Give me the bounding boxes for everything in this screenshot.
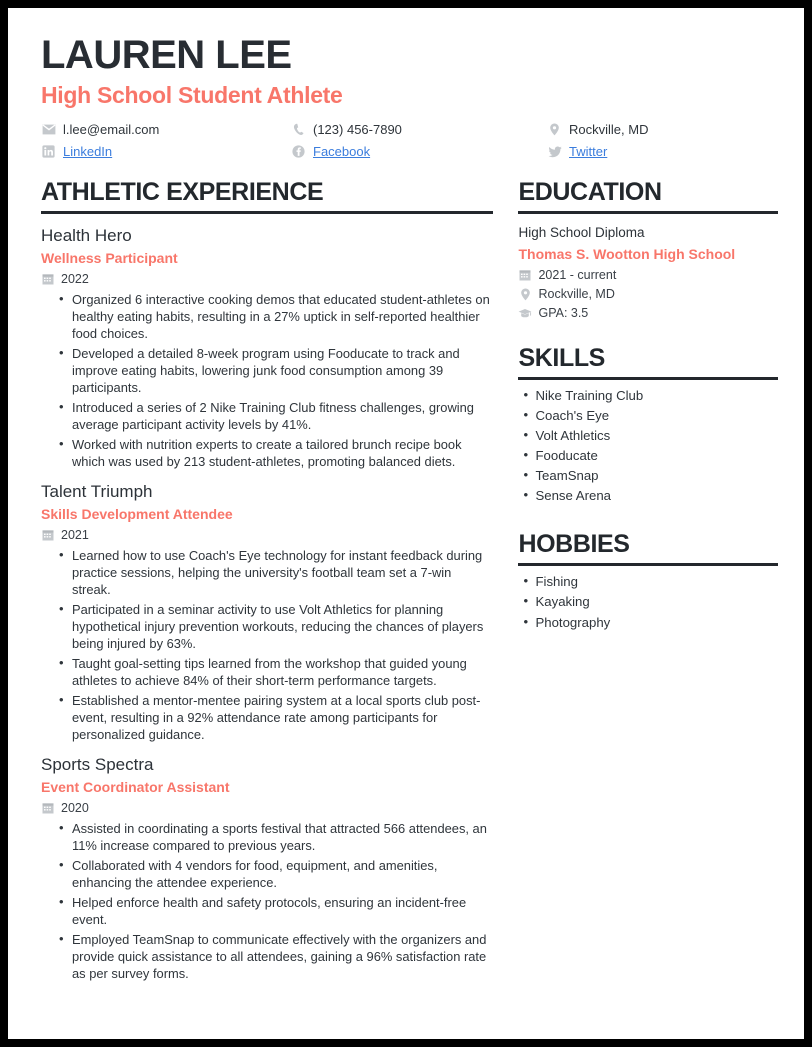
section-title-skills: SKILLS [518, 344, 605, 373]
experience-entry [41, 225, 493, 470]
experience-organization: Talent Triumph [41, 482, 153, 502]
list-item: • Fishing [535, 572, 778, 592]
contact-info [41, 122, 786, 159]
list-item: • Volt Athletics [535, 426, 778, 446]
resume-page [8, 8, 804, 1039]
hobbies-section [518, 532, 778, 632]
contact-linkedin-label[interactable]: LinkedIn [63, 144, 113, 160]
hobbies-list [518, 572, 778, 632]
bullet-item: • Organized 6 interactive cooking demos that educated student-athletes on healthy eating habits, resulting in a 27% uptick in self-reported healthier food choices. [72, 291, 493, 342]
contact-twitter-label[interactable]: Twitter [569, 144, 608, 160]
education-school: Thomas S. Wootton High School [518, 245, 736, 262]
contact-email[interactable] [41, 122, 291, 137]
section-divider [518, 377, 778, 380]
education-section [518, 180, 778, 320]
bullet-item: • Developed a detailed 8-week program using Fooducate to track and improve eating habits, lowering junk food consumption among 39 participants. [72, 345, 493, 396]
skills-list [518, 386, 778, 506]
bullet-item: • Taught goal-setting tips learned from the workshop that guided young athletes to achieve 84% of their short-term performance targets. [72, 655, 493, 689]
experience-organization: Sports Spectra [41, 755, 154, 775]
experience-date [41, 272, 493, 286]
facebook-icon [291, 145, 306, 159]
bullet-item: • Established a mentor-mentee pairing system at a local sports club post-event, resulting in a 92% attendance rate among participants for personalized guidance. [72, 692, 493, 743]
list-item: • TeamSnap [535, 466, 778, 486]
experience-date-label: 2021 [61, 528, 89, 543]
experience-date-label: 2020 [61, 801, 89, 816]
calendar-icon [41, 273, 55, 286]
bullet-item: • Collaborated with 4 vendors for food, equipment, and amenities, enhancing the attendee experience. [72, 857, 493, 891]
calendar-icon [41, 529, 55, 542]
experience-role: Event Coordinator Assistant [41, 778, 230, 795]
bullet-item: • Assisted in coordinating a sports festival that attracted 566 attendees, an 11% increase compared to previous years. [72, 820, 493, 854]
contact-facebook-label[interactable]: Facebook [313, 144, 371, 160]
phone-icon [291, 123, 306, 137]
job-title: High School Student Athlete [41, 82, 343, 108]
contact-linkedin[interactable] [41, 144, 291, 159]
calendar-icon [41, 802, 55, 815]
education-degree: High School Diploma [518, 225, 645, 241]
calendar-icon [518, 269, 532, 282]
envelope-icon [41, 123, 56, 137]
skills-section [518, 346, 778, 506]
education-gpa-label: GPA: 3.5 [538, 306, 589, 321]
contact-row-social [41, 144, 786, 159]
contact-row-primary [41, 122, 786, 137]
contact-location [547, 122, 777, 137]
education-gpa [518, 306, 778, 320]
education-dates [518, 268, 778, 282]
bullet-item: • Introduced a series of 2 Nike Training Club fitness challenges, growing average participant activity levels by 41%. [72, 399, 493, 433]
list-item: • Coach's Eye [535, 406, 778, 426]
graduation-cap-icon [518, 307, 532, 320]
experience-bullets [41, 820, 493, 982]
contact-location-label: Rockville, MD [569, 122, 649, 138]
experience-date-label: 2022 [61, 272, 89, 287]
bullet-item: • Helped enforce health and safety protocols, ensuring an incident-free event. [72, 894, 493, 928]
bullet-item: • Employed TeamSnap to communicate effectively with the organizers and provide quick assistance to all attendees, gaining a 96% satisfaction rate as per survey forms. [72, 931, 493, 982]
experience-bullets [41, 291, 493, 470]
education-location [518, 287, 778, 301]
bullet-item: • Participated in a seminar activity to use Volt Athletics for planning hypothetical injury prevention workouts, reducing the chances of players being injured by 63%. [72, 601, 493, 652]
education-location-label: Rockville, MD [538, 287, 615, 302]
page-title: LAUREN LEE [41, 33, 292, 77]
experience-column [41, 180, 493, 985]
section-divider [41, 211, 493, 214]
twitter-icon [547, 145, 562, 159]
section-title-education: EDUCATION [518, 178, 662, 207]
list-item: • Photography [535, 613, 778, 633]
section-title-athletic-experience: ATHLETIC EXPERIENCE [41, 178, 324, 207]
experience-date [41, 801, 493, 815]
section-divider [518, 563, 778, 566]
education-dates-label: 2021 - current [538, 268, 617, 283]
experience-role: Wellness Participant [41, 249, 178, 266]
experience-bullets [41, 547, 493, 743]
contact-email-label: l.lee@email.com [63, 122, 160, 138]
section-divider [518, 211, 778, 214]
location-pin-icon [547, 123, 562, 137]
experience-entry [41, 754, 493, 982]
location-pin-icon [518, 288, 532, 301]
section-title-hobbies: HOBBIES [518, 530, 630, 559]
contact-phone-label: (123) 456-7890 [313, 122, 402, 138]
linkedin-icon [41, 145, 56, 159]
list-item: • Kayaking [535, 592, 778, 612]
experience-date [41, 528, 493, 542]
contact-phone[interactable] [291, 122, 547, 137]
resume-header [41, 34, 778, 159]
contact-twitter[interactable] [547, 144, 777, 159]
experience-organization: Health Hero [41, 226, 132, 246]
bullet-item: • Learned how to use Coach's Eye technology for instant feedback during practice sessions, helping the university's football team set a 7-win streak. [72, 547, 493, 598]
bullet-item: • Worked with nutrition experts to create a tailored brunch recipe book which was used by 213 student-athletes, promoting balanced diets. [72, 436, 493, 470]
resume-body [41, 180, 778, 985]
experience-role: Skills Development Attendee [41, 505, 233, 522]
experience-entry [41, 481, 493, 743]
list-item: • Fooducate [535, 446, 778, 466]
sidebar-column [518, 180, 778, 985]
list-item: • Nike Training Club [535, 386, 778, 406]
contact-facebook[interactable] [291, 144, 547, 159]
list-item: • Sense Arena [535, 486, 778, 506]
